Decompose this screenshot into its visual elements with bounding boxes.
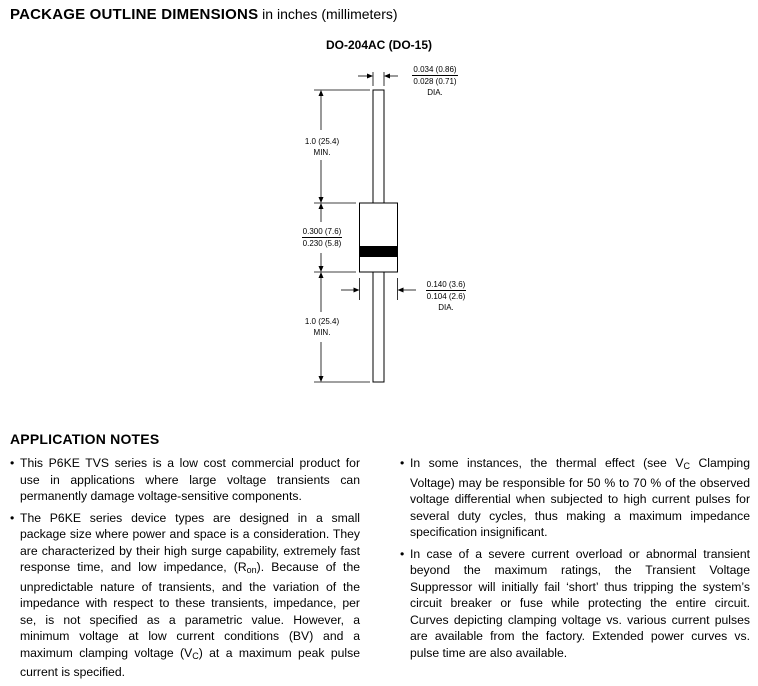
lead-diameter-label xyxy=(405,64,465,98)
bottom-lead-length-label xyxy=(292,316,352,338)
top-lead-length-label xyxy=(292,136,352,158)
body-diameter-label xyxy=(416,279,476,313)
body-diameter-dia: DIA. xyxy=(438,303,454,312)
note-item: • This P6KE TVS series is a low cost commercial product for use in applications where large voltage transients can permanently damage voltage-sensitive components. xyxy=(10,455,360,505)
lead-diameter-min: 0.028 (0.71) xyxy=(413,77,457,86)
body-length-min: 0.230 (5.8) xyxy=(302,239,342,248)
section-title-main: PACKAGE OUTLINE DIMENSIONS xyxy=(10,6,259,23)
diode-body xyxy=(360,203,398,272)
cathode-band xyxy=(360,246,397,257)
top-lead xyxy=(373,90,384,203)
section-title-units: in inches (millimeters) xyxy=(258,6,398,22)
lead-diameter-dia: DIA. xyxy=(427,88,443,97)
application-notes-title: APPLICATION NOTES xyxy=(10,431,160,447)
bottom-lead-length: 1.0 (25.4) xyxy=(304,317,340,326)
lead-diameter-max: 0.034 (0.86) xyxy=(413,65,457,74)
body-length-label xyxy=(292,226,352,249)
notes-right-column xyxy=(400,455,750,666)
bottom-lead xyxy=(373,272,384,382)
top-lead-length: 1.0 (25.4) xyxy=(304,137,340,146)
body-diameter-min: 0.104 (2.6) xyxy=(426,292,466,301)
note-item: • The P6KE series device types are designed in a small package size where power and space is a consideration. They are characterized by their high surge capability, extremely fast response time, and low impedance, (Ron). Because of the unpredictable nature of transients, and the variation of the impedance with respect to these transients, impedance, per se, is not specified as a parametric value. However, a minimum voltage at low current conditions (BV) and a maximum clamping voltage (VC) at a maximum peak pulse current is specified. xyxy=(10,510,360,681)
package-name: DO-204AC (DO-15) xyxy=(325,38,433,52)
top-lead-min: MIN. xyxy=(313,148,331,157)
bottom-lead-min: MIN. xyxy=(313,328,331,337)
body-length-max: 0.300 (7.6) xyxy=(302,227,342,236)
body-diameter-max: 0.140 (3.6) xyxy=(426,280,466,289)
note-item: • In some instances, the thermal effect (see VC Clamping Voltage) may be responsible for 50 % to 70 % of the observed voltage differential when subjected to high current pulses for several duty cycles, thus making a maximum impedance specification insignificant. xyxy=(400,455,750,541)
notes-left-column xyxy=(10,455,360,686)
note-item: • In case of a severe current overload or abnormal transient beyond the maximum ratings, the Transient Voltage Suppressor will initially fail ‘short’ thus tripping the system’s circuit breaker or fuse while protecting the entire circuit. Curves depicting clamping voltage vs. various current pulses are available from the factory. Extended power curves vs. pulse time are also available. xyxy=(400,546,750,662)
